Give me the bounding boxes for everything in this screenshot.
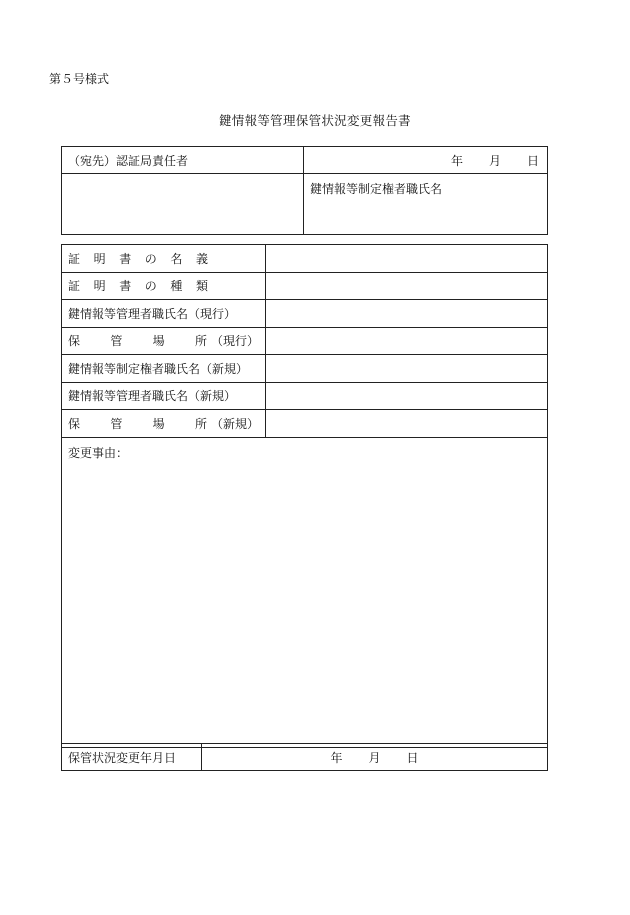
change-date-day: 日 (406, 750, 419, 765)
table-row (62, 382, 548, 410)
cert-name-input[interactable] (266, 245, 548, 273)
change-date-month: 月 (368, 750, 381, 765)
reporter-cell[interactable] (304, 174, 548, 235)
form-number: 第５号様式 (49, 72, 110, 86)
table-row (62, 327, 548, 355)
report-date-day: 日 (526, 153, 539, 168)
storage-new-label: 保 管 場 所 （新規） (62, 410, 266, 438)
addressee-blank-cell[interactable] (62, 174, 304, 235)
details-table (61, 244, 548, 748)
manager-new-input[interactable] (266, 382, 548, 410)
cert-name-label: 証 明 書 の 名 義 (62, 245, 266, 273)
storage-current-label: 保 管 場 所 （現行） (62, 327, 266, 355)
reason-label: 変更事由： (68, 445, 129, 460)
cert-type-label: 証 明 書 の 種 類 (62, 272, 266, 300)
authorizer-new-input[interactable] (266, 355, 548, 383)
report-date-year: 年 (450, 153, 463, 168)
document-title: 鍵情報等管理保管状況変更報告書 (218, 113, 411, 128)
storage-current-input[interactable] (266, 327, 548, 355)
manager-current-input[interactable] (266, 300, 548, 328)
storage-new-input[interactable] (266, 410, 548, 438)
manager-current-label: 鍵情報等管理者職氏名（現行） (62, 300, 266, 328)
header-table (61, 146, 548, 235)
change-date-year: 年 (330, 750, 343, 765)
change-date-table (61, 743, 548, 771)
authorizer-new-label: 鍵情報等制定権者職氏名（新規） (62, 355, 266, 383)
report-date-cell[interactable] (304, 147, 548, 174)
addressee-cell (62, 147, 304, 174)
table-row (62, 355, 548, 383)
table-row (62, 410, 548, 438)
addressee-label: （宛先）認証局責任者 (68, 153, 189, 168)
cert-type-input[interactable] (266, 272, 548, 300)
report-date-month: 月 (488, 153, 501, 168)
manager-new-label: 鍵情報等管理者職氏名（新規） (62, 382, 266, 410)
change-date-input[interactable] (202, 744, 548, 771)
table-row (62, 245, 548, 273)
table-row (62, 744, 548, 771)
table-row (62, 437, 548, 747)
reason-field[interactable] (62, 437, 548, 747)
table-row (62, 272, 548, 300)
reporter-label: 鍵情報等制定権者職氏名 (310, 182, 443, 196)
change-date-label: 保管状況変更年月日 (62, 744, 202, 771)
table-row (62, 300, 548, 328)
